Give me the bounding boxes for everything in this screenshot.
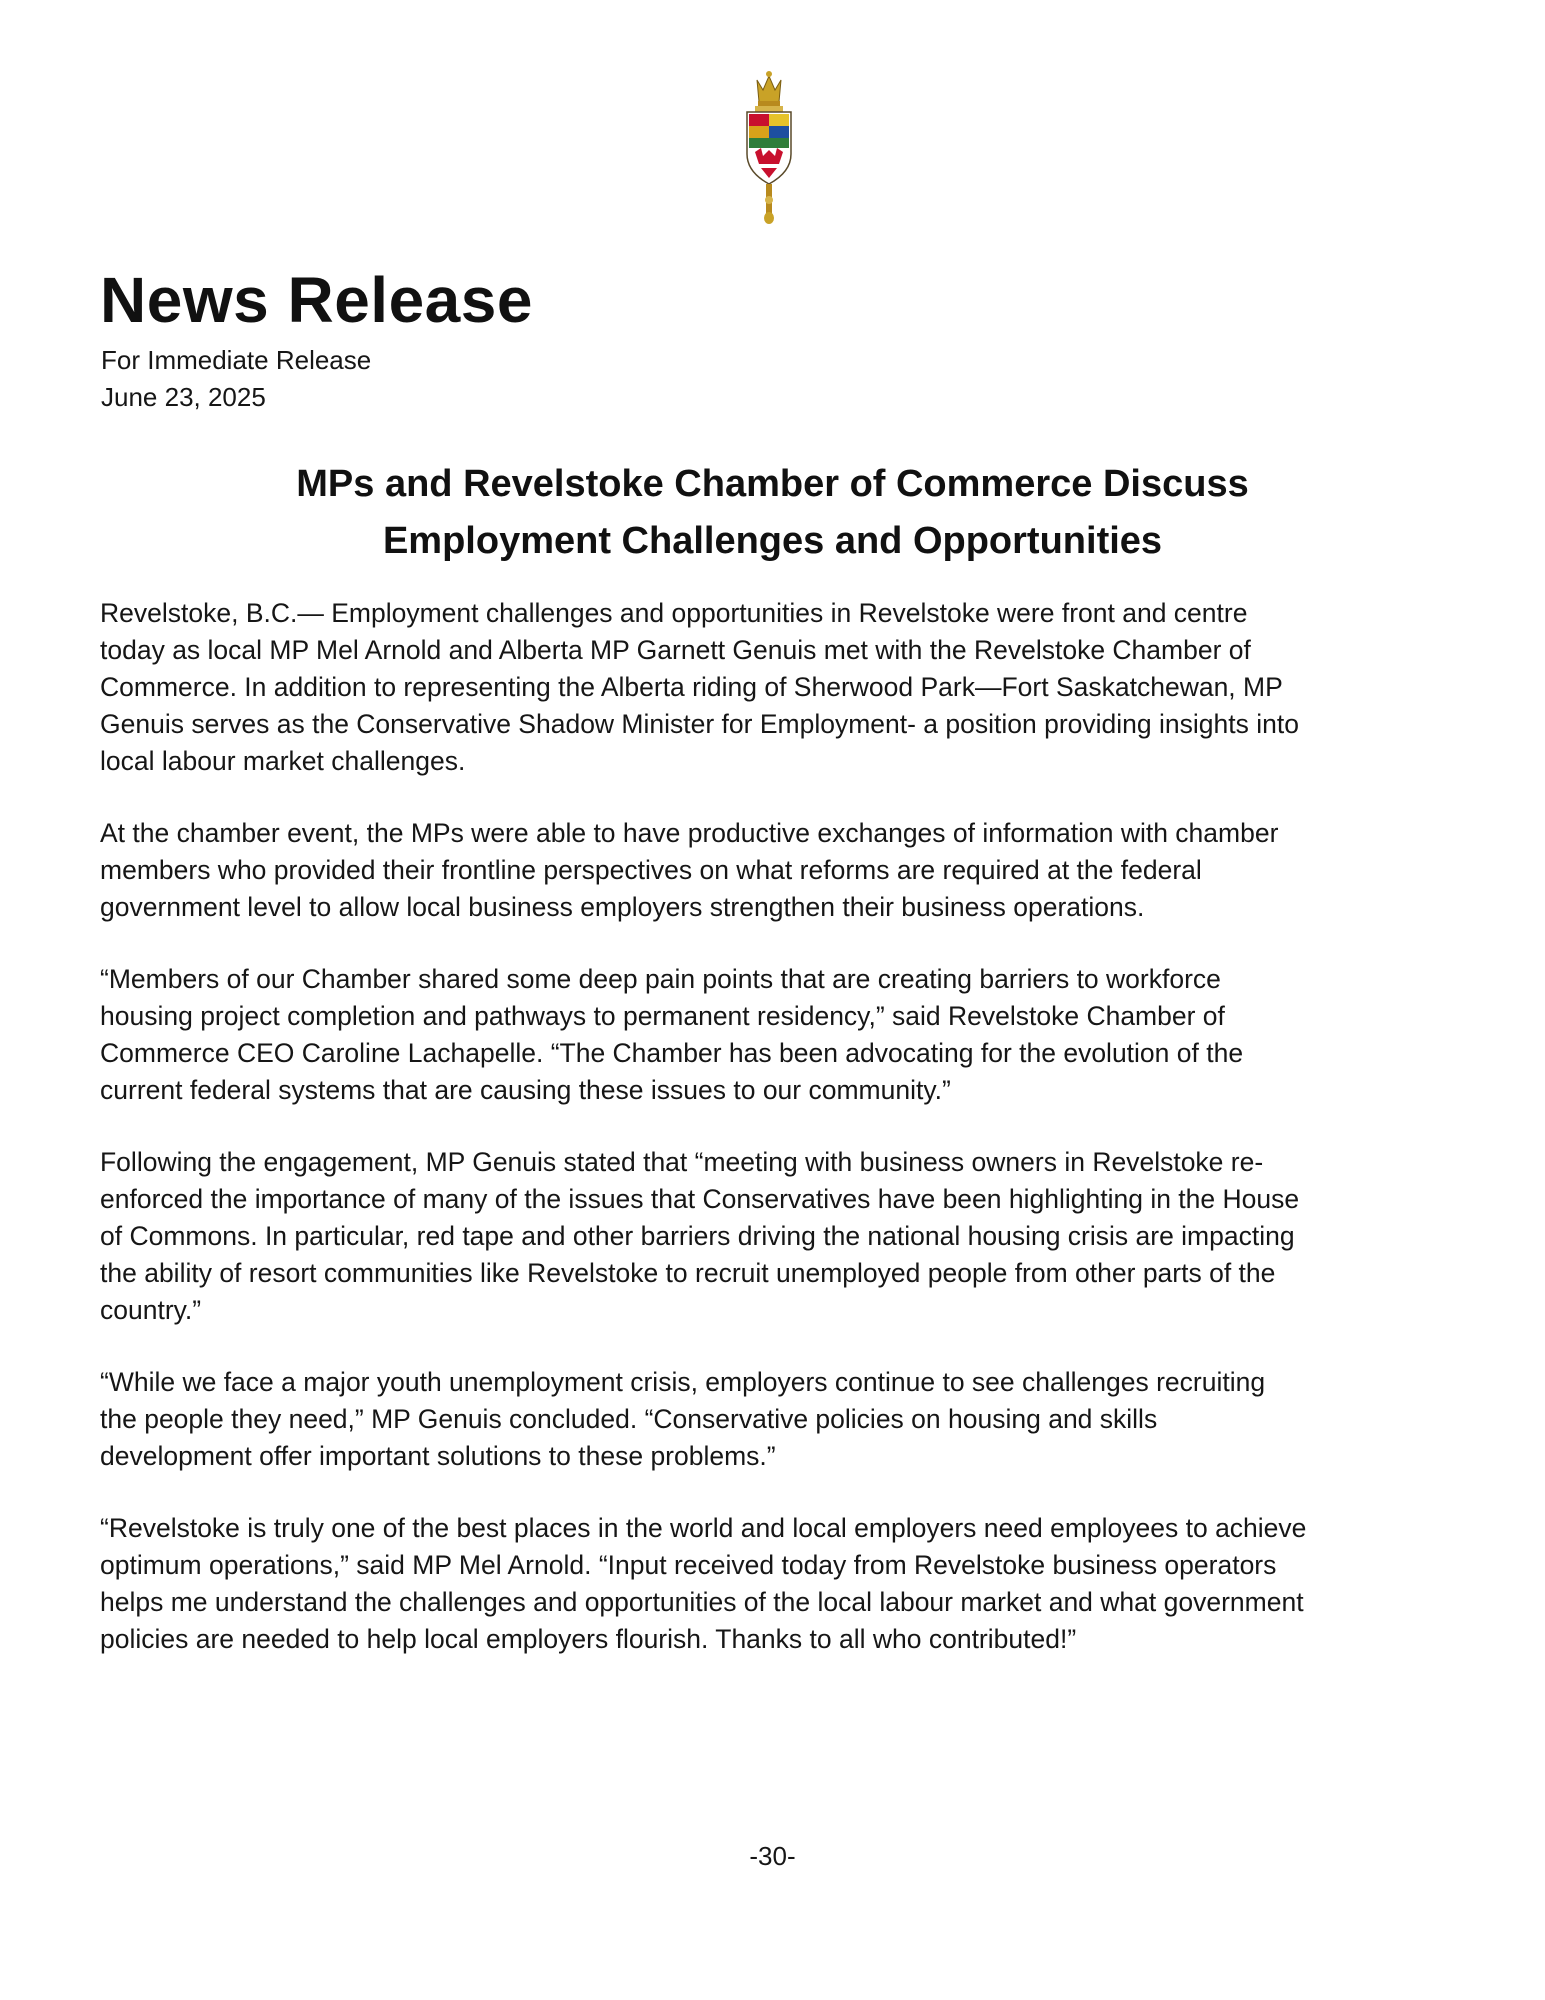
text-line: the people they need,” MP Genuis concluded. “Conservative policies on housing and skills	[100, 1404, 1158, 1434]
text-line: of Commons. In particular, red tape and other barriers driving the national housing crisis are impacting	[100, 1221, 1295, 1251]
text-line: optimum operations,” said MP Mel Arnold. “Input received today from Revelstoke business operators	[100, 1550, 1277, 1580]
headline-line: MPs and Revelstoke Chamber of Commerce Discuss	[296, 463, 1249, 505]
text-line: enforced the importance of many of the issues that Conservatives have been highlighting in the House	[100, 1184, 1300, 1214]
text-line: the ability of resort communities like Revelstoke to recruit unemployed people from other parts of the	[100, 1258, 1276, 1288]
text-line: Revelstoke, B.C.— Employment challenges and opportunities in Revelstoke were front and centre	[100, 598, 1248, 628]
paragraph-genuis-statement	[100, 1144, 1470, 1329]
house-of-commons-crest-logo	[735, 68, 803, 226]
end-of-release-mark: -30-	[749, 1841, 796, 1871]
text-line: “Members of our Chamber shared some deep pain points that are creating barriers to workforce	[100, 964, 1221, 994]
paragraph-genuis-conclusion	[100, 1364, 1470, 1475]
paragraph-chamber-quote	[100, 961, 1470, 1109]
text-line: today as local MP Mel Arnold and Alberta MP Garnett Genuis met with the Revelstoke Chamber of	[100, 635, 1251, 665]
headline	[100, 456, 1445, 570]
text-line: country.”	[100, 1295, 202, 1325]
text-line: Commerce CEO Caroline Lachapelle. “The Chamber has been advocating for the evolution of the	[100, 1038, 1244, 1068]
text-line: current federal systems that are causing these issues to our community.”	[100, 1075, 951, 1105]
release-date: June 23, 2025	[101, 382, 266, 412]
text-line: Commerce. In addition to representing the Alberta riding of Sherwood Park—Fort Saskatchewan, MP	[100, 672, 1283, 702]
text-line: local labour market challenges.	[100, 746, 466, 776]
text-line: members who provided their frontline perspectives on what reforms are required at the federal	[100, 855, 1202, 885]
text-line: At the chamber event, the MPs were able to have productive exchanges of information with chamber	[100, 818, 1279, 848]
text-line: “Revelstoke is truly one of the best places in the world and local employers need employees to achieve	[100, 1513, 1307, 1543]
headline-line: Employment Challenges and Opportunities	[382, 520, 1163, 562]
text-line: government level to allow local business employers strengthen their business operations.	[100, 892, 1145, 922]
paragraph-arnold-quote	[100, 1510, 1470, 1658]
news-release-title: News Release	[100, 264, 533, 336]
release-note: For Immediate Release	[101, 345, 372, 375]
text-line: helps me understand the challenges and opportunities of the local labour market and what government	[100, 1587, 1304, 1617]
paragraph-chamber-event	[100, 815, 1470, 926]
text-line: housing project completion and pathways to permanent residency,” said Revelstoke Chamber of	[100, 1001, 1225, 1031]
text-line: “While we face a major youth unemployment crisis, employers continue to see challenges recruiting	[100, 1367, 1266, 1397]
text-line: Genuis serves as the Conservative Shadow Minister for Employment- a position providing insights into	[100, 709, 1299, 739]
text-line: policies are needed to help local employers flourish. Thanks to all who contributed!”	[100, 1624, 1077, 1654]
text-line: Following the engagement, MP Genuis stated that “meeting with business owners in Revelstoke re-	[100, 1147, 1264, 1177]
text-line: development offer important solutions to these problems.”	[100, 1441, 776, 1471]
paragraph-intro	[100, 595, 1470, 780]
